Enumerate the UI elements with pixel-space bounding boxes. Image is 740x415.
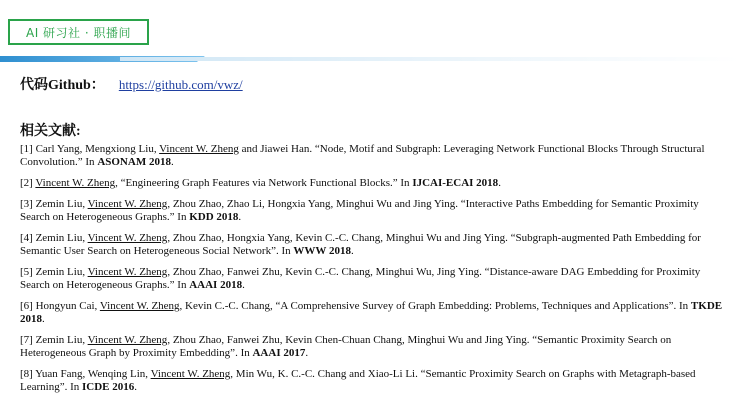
watermark-badge: AI 研习社 · 职播间	[8, 19, 149, 45]
author-link[interactable]: Vincent W. Zheng	[87, 266, 168, 278]
author-link[interactable]: Vincent W. Zheng	[99, 300, 180, 312]
references-heading: 相关文献:	[20, 124, 81, 139]
reference-item: [5] Zemin Liu, Vincent W. Zheng, Zhou Zhao, Fanwei Zhu, Kevin C.-C. Chang, Minghui Wu, Jing Ying. “Distance-aware DAG Embedding for Proximity Search on Heterogeneous Graphs.” In AAAI 2018.	[20, 266, 701, 291]
author-link[interactable]: Vincent W. Zheng	[87, 334, 168, 346]
github-line	[20, 74, 243, 94]
reference-item: [3] Zemin Liu, Vincent W. Zheng, Zhou Zhao, Zhao Li, Hongxia Yang, Minghui Wu and Jing Ying. “Interactive Paths Embedding for Semantic Proximity Search on Heterogeneous Graphs.” In KDD 2018.	[20, 198, 699, 223]
reference-item: [2] Vincent W. Zheng, “Engineering Graph Features via Network Functional Blocks.” In IJCAI-ECAI 2018.	[20, 177, 501, 189]
github-link[interactable]: https://github.com/vwz/	[118, 77, 243, 92]
reference-list	[20, 143, 725, 402]
reference-item: [1] Carl Yang, Mengxiong Liu, Vincent W. Zheng and Jiawei Han. “Node, Motif and Subgraph: Leveraging Network Functional Blocks Through Structural Convolution.” In ASONAM 2018.	[20, 143, 705, 168]
reference-item: [4] Zemin Liu, Vincent W. Zheng, Zhou Zhao, Hongxia Yang, Kevin C.-C. Chang, Minghui Wu and Jing Ying. “Subgraph-augmented Path Embedding for Semantic User Search on Heterogeneous Social Network”. In WWW 2018.	[20, 232, 701, 257]
reference-item: [6] Hongyun Cai, Vincent W. Zheng, Kevin C.-C. Chang, “A Comprehensive Survey of Graph Embedding: Problems, Techniques and Applications”. In TKDE 2018.	[20, 300, 723, 325]
reference-item: [8] Yuan Fang, Wenqing Lin, Vincent W. Zheng, Min Wu, K. C.-C. Chang and Xiao-Li Li. “Semantic Proximity Search on Graphs with Metagraph-based Learning”. In ICDE 2016.	[20, 368, 696, 393]
author-link[interactable]: Vincent W. Zheng	[87, 232, 168, 244]
reference-item: [7] Zemin Liu, Vincent W. Zheng, Zhou Zhao, Fanwei Zhu, Kevin Chen-Chuan Chang, Minghui Wu and Jing Ying. “Semantic Proximity Search on Heterogeneous Graph by Proximity Embedding”. In AAAI 2017.	[20, 334, 672, 359]
author-link[interactable]: Vincent W. Zheng	[87, 198, 168, 210]
author-link[interactable]: Vincent W. Zheng	[35, 177, 116, 189]
header-stripe	[0, 56, 740, 64]
author-link[interactable]: Vincent W. Zheng	[159, 143, 239, 155]
author-link[interactable]: Vincent W. Zheng	[150, 368, 231, 380]
github-label: 代码Github：	[20, 78, 105, 93]
